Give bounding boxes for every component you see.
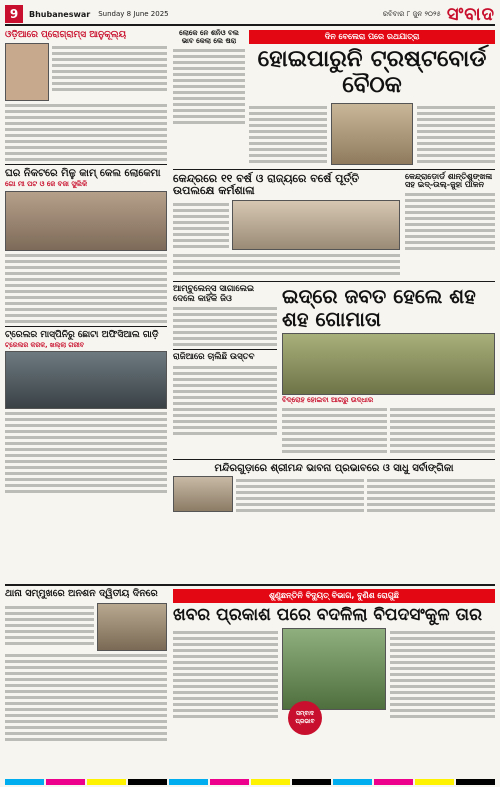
workshop-photo [232, 200, 400, 250]
goat-headline: ଇଦ୍‌ରେ ଜବତ ହେଲେ ଶହ ଶହ ଗୋମାତା [282, 284, 476, 331]
bottom-left-story [5, 586, 167, 781]
power-line-photo [282, 628, 386, 710]
story1-headline: ଓଡ଼ିଆରେ ପ୍ରୋଗ୍ରାମ୍ସ ଆନୁକୂଲ୍ୟ [5, 30, 127, 40]
story2-subhead: ଗୋ ମୀ ପଟ ଓ ଜେ ବଜା ସୁଲିକି [5, 180, 88, 189]
workshop-headline: କେନ୍ଦ୍ରରେ ୧୧ ବର୍ଷ ଓ ରାଜ୍ୟରେ ବର୍ଷେ ପୂର୍ତ୍ତି ଉପଲକ୍ଷେ କର୍ମଶାଳା [173, 171, 360, 197]
date-label: Sunday 8 June 2025 [98, 10, 169, 18]
side-box-subtitle: ଭାବ କେଲା ଲେ ଷରା [181, 36, 237, 45]
side-box [173, 30, 245, 166]
side-box-title: ଲୋକେ ନେ ଶନିଓ ବଲ [179, 29, 239, 37]
protest-photo [97, 603, 167, 651]
festival-headline: ରାଜିଆରେ ଚାଲିଛି ଉସ୍ତବ [173, 352, 255, 363]
goat-subhead: ବିଦ୍ରୋହ ହୋଇବା ଆଗରୁ ଉଦ୍ଧାର [282, 395, 374, 404]
masthead-right [383, 4, 495, 25]
story2-headline: ଘର ନିକଟରେ ମିଳୁ କାମ୍ କେଲ ଲୋକେମା [5, 168, 161, 180]
wire-headline: ଖବର ପ୍ରକାଶ ପରେ ବଦଳିଲା ବିପଦସଂକୁଳ ତାର [173, 605, 482, 625]
portrait-photo [5, 43, 49, 101]
masthead [5, 4, 495, 26]
left-column [5, 30, 167, 496]
cattle-photo [282, 333, 495, 395]
temple-bottom-headline: ମନ୍ଦିରଗୁଡ଼ାରେ ଶ୍ରୀମନ୍ଦ ଭାବନା ପ୍ରଭାବରେ ଓ ସାଧୁ ସର୍ବାଙ୍ଗିକା [214, 462, 454, 474]
power-dept-kicker: ଶୁଣୁଛନ୍ତିନି ବିଦ୍ୟୁତ୍ ବିଭାଗ, ବୁଣିଶ ରୋଗୁଛି [173, 589, 495, 603]
crowd-photo [5, 191, 167, 251]
story3-headline: ଟ୍ରେଲର ମାସ୍ପିନିରୁ ଛୋଟା ଅଫିସିଆଲ ଗାଡ଼ି [5, 330, 159, 341]
page-number: 9 [5, 5, 23, 23]
rathayatra-banner: ଦିନ ବେଲେରା ପରେ ରଥଯାତ୍ରା [249, 30, 495, 44]
main-headline: ହୋଇପାରୁନି ଟ୍ରଷ୍ଟବୋର୍ଡ ବୈଠକ [257, 46, 487, 98]
vehicle-photo [5, 351, 167, 409]
bottom-section [5, 584, 495, 779]
story3-subhead: ଟ୍ରେଲର କରକ, ଖଲ୍ଲା ଗରୀବ [5, 341, 85, 350]
odia-date: ରବିବାର ୮ ଜୁନ ୨୦୨୫ [382, 9, 441, 18]
right-column [173, 30, 495, 515]
temple-photo [331, 103, 413, 165]
city-label: Bhubaneswar [29, 9, 91, 19]
color-registration-strip [5, 779, 495, 785]
ambulance-headline: ଆମ୍ବୁଲେନ୍ସ ସାଗାଲେଇ ଦେଲେ କାହିଁକି ଜିଓ [173, 284, 255, 304]
content-grid [5, 30, 495, 585]
hunger-strike-headline: ଥାନା ସମ୍ମୁଖରେ ଅନଶନ ଦ୍ୱିତୀୟ ଦିନରେ [5, 588, 158, 599]
impact-stamp: ସମ୍ବାଦ ପ୍ରଭାବ [288, 701, 322, 735]
newspaper-logo: ସଂବାଦ [446, 3, 495, 25]
bottom-right-story [173, 586, 495, 781]
eid-peace-headline: କେନ୍ଦ୍ରାଡ଼ୋର୍ଡ ଶାନ୍ତିଶୁଙ୍ଖଳା ସହ ଇଦ୍‌-ଉଲ୍‌-ଜୁହା ପାଳନ [405, 171, 493, 190]
ceremony-photo [173, 476, 233, 512]
